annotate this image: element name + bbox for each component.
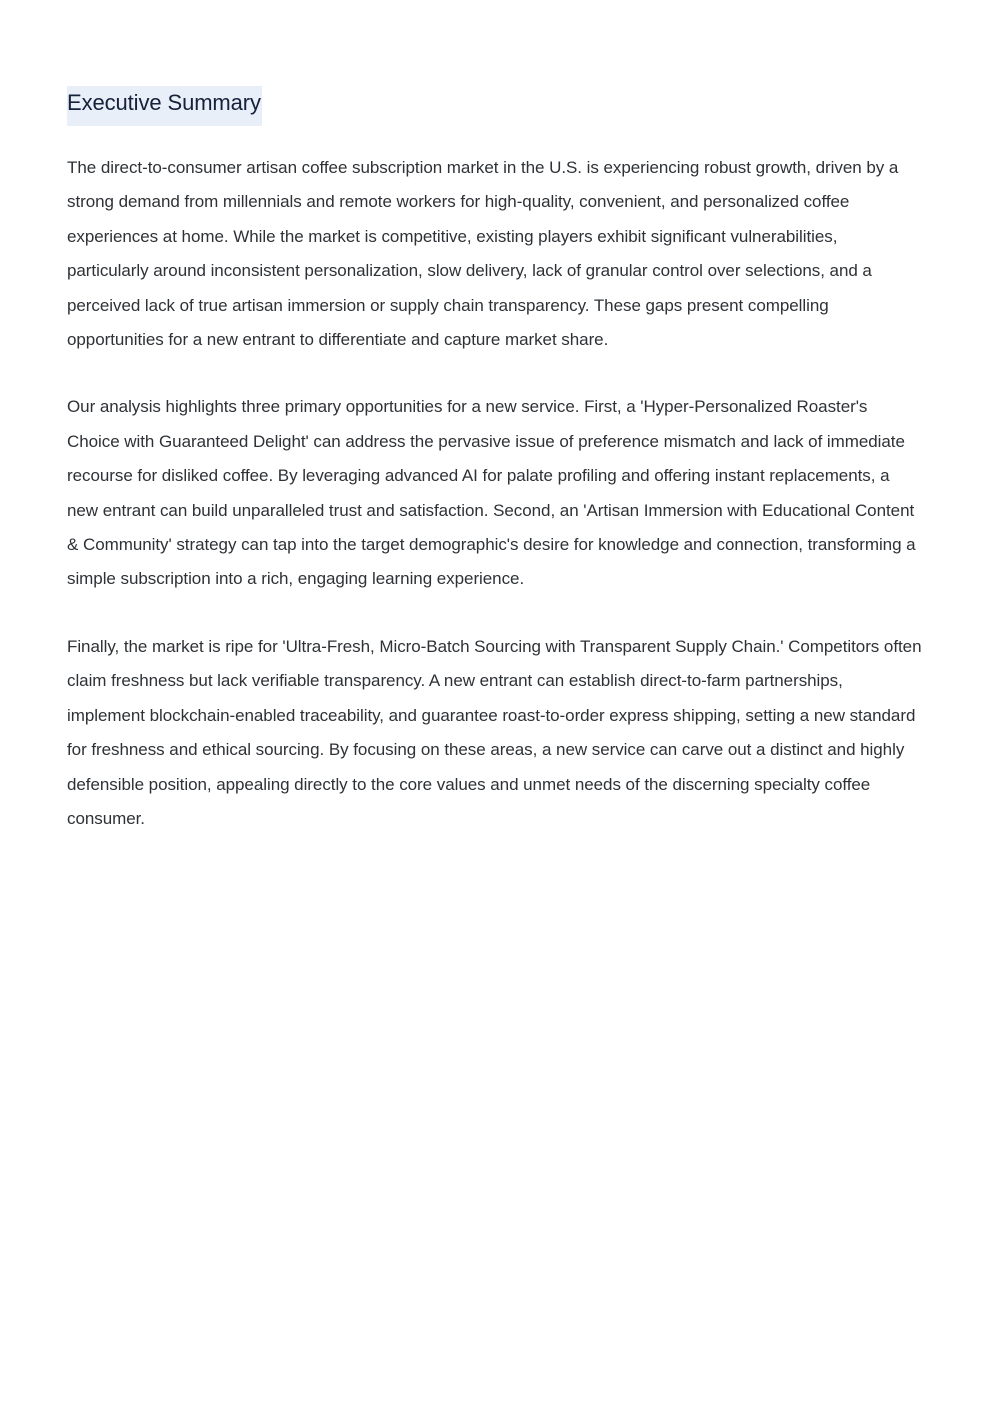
document-page xyxy=(67,86,923,836)
body-paragraph: The direct-to-consumer artisan coffee subscription market in the U.S. is experiencing robust growth, driven by a strong demand from millennials and remote workers for high-quality, convenient, and personalized coffee experiences at home. While the market is competitive, existing players exhibit significant vulnerabilities, particularly around inconsistent personalization, slow delivery, lack of granular control over selections, and a perceived lack of true artisan immersion or supply chain transparency. These gaps present compelling opportunities for a new entrant to differentiate and capture market share. xyxy=(67,158,899,350)
body-paragraph: Our analysis highlights three primary opportunities for a new service. First, a 'Hyper-Personalized Roaster's Choice with Guaranteed Delight' can address the pervasive issue of preference mismatch and lack of immediate recourse for disliked coffee. By leveraging advanced AI for palate profiling and offering instant replacements, a new entrant can build unparalleled trust and satisfaction. Second, an 'Artisan Immersion with Educational Content & Community' strategy can tap into the target demographic's desire for knowledge and connection, transforming a simple subscription into a rich, engaging learning experience. xyxy=(67,397,916,589)
section-heading: Executive Summary xyxy=(67,86,262,126)
body-paragraph: Finally, the market is ripe for 'Ultra-Fresh, Micro-Batch Sourcing with Transparent Supply Chain.' Competitors often claim freshness but lack verifiable transparency. A new entrant can establish direct-to-farm partnerships, implement blockchain-enabled traceability, and guarantee roast-to-order express shipping, setting a new standard for freshness and ethical sourcing. By focusing on these areas, a new service can carve out a distinct and highly defensible position, appealing directly to the core values and unmet needs of the discerning specialty coffee consumer. xyxy=(67,636,922,828)
